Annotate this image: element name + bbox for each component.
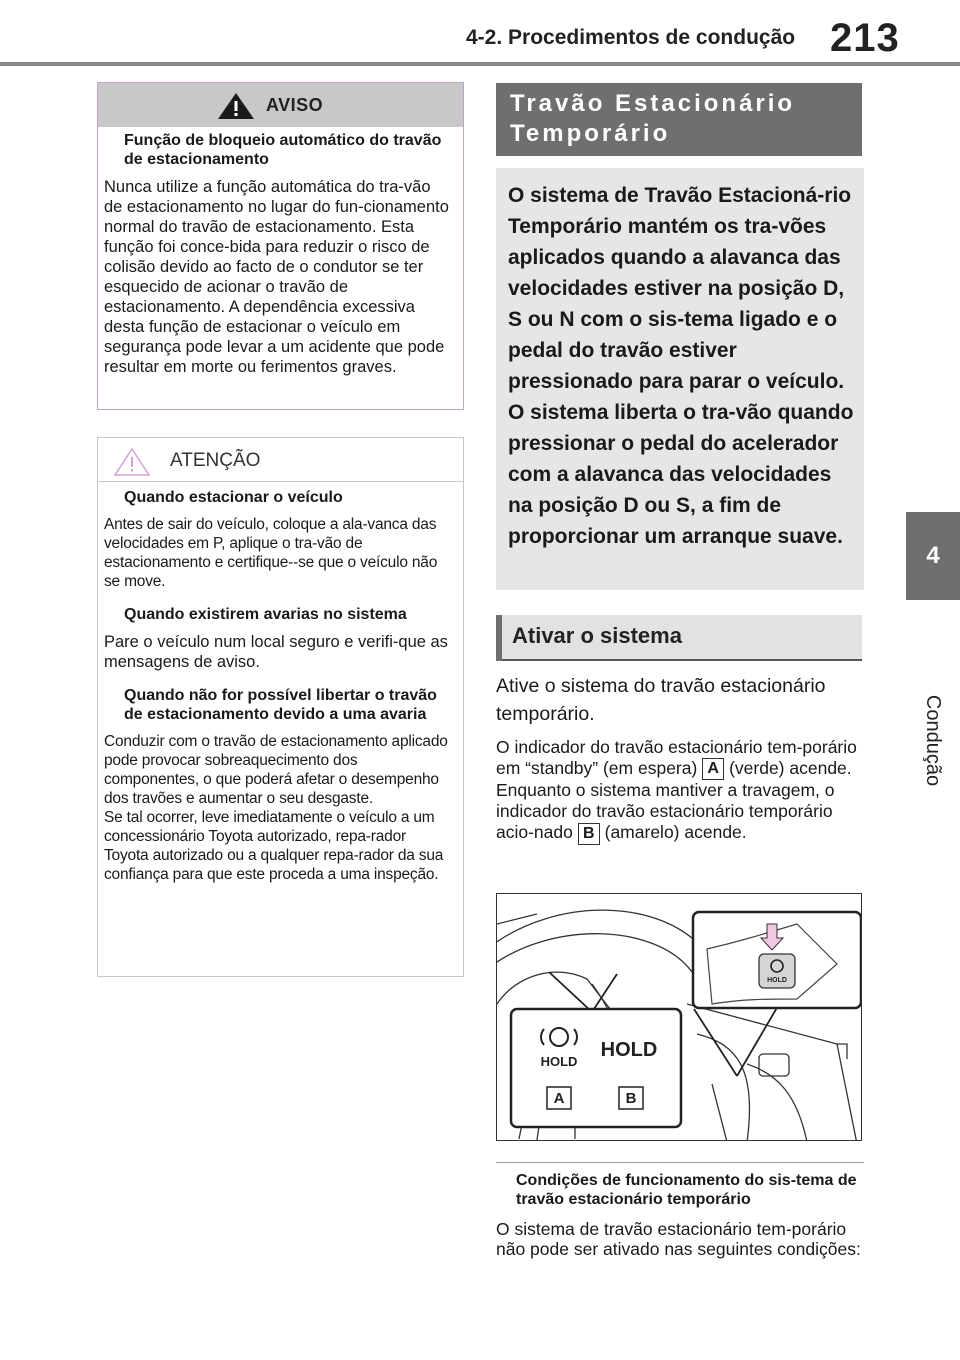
indicator-text-3: (amarelo) acende. bbox=[604, 822, 747, 843]
figure-label-b: B bbox=[625, 1090, 637, 1107]
intro-box bbox=[496, 168, 864, 590]
subsection-heading bbox=[496, 615, 862, 661]
caution-label: ATENÇÃO bbox=[170, 450, 261, 471]
hold-button-label: HOLD bbox=[767, 977, 787, 984]
indicator-paragraph bbox=[496, 737, 866, 845]
warning-subheading: Função de bloqueio automático do travão de estacionamento bbox=[124, 132, 442, 168]
figure-label-a: A bbox=[553, 1090, 565, 1107]
warning-label: AVISO bbox=[266, 95, 324, 115]
indicator-b-badge: B bbox=[578, 823, 600, 845]
chapter-number: 4 bbox=[926, 542, 940, 569]
activate-text: Ative o sistema do travão estacionário temporário. bbox=[496, 675, 826, 725]
section-heading: Travão Estacionário Temporário bbox=[496, 83, 862, 156]
conditions-subheading: Condições de funcionamento do sis-tema de travão estacionário temporário bbox=[496, 1162, 864, 1209]
dashboard-illustration bbox=[496, 893, 862, 1141]
caution-header bbox=[98, 438, 463, 482]
caution-triangle-icon bbox=[112, 446, 152, 478]
caution-box bbox=[97, 437, 464, 977]
header-rule bbox=[0, 62, 960, 66]
dashboard-drawing bbox=[497, 894, 862, 1141]
chapter-label-wrap bbox=[898, 660, 960, 820]
indicator-text-2: (verde) acende. Enquanto o sistema mantiver a travagem, o indicador do travão estacionário temporário acio-nado bbox=[496, 758, 852, 843]
caution-text-1: Antes de sair do veículo, coloque a ala-vanca das velocidades em P, aplique o tra-vão de estacionamento e certifique--se que o veículo não se move. bbox=[104, 516, 438, 590]
subsection-title: Ativar o sistema bbox=[512, 623, 682, 648]
caution-text-2: Pare o veículo num local seguro e verifi-que as mensagens de aviso. bbox=[104, 633, 448, 671]
chapter-tab bbox=[906, 512, 960, 600]
caution-subheading-2: Quando existirem avarias no sistema bbox=[124, 606, 407, 623]
chapter-label: Condução bbox=[922, 694, 945, 786]
caution-text-3: Conduzir com o travão de estacionamento aplicado pode provocar sobreaquecimento dos componentes, o que poderá afetar o desempenho dos travões e aumentar o seu desgaste. Se tal ocorrer, leve imediatamente o veículo a um concessionário Toyota autorizado, repa-rador Toyota autorizado ou a qualquer repa-rador da sua confiança para que este proceda a uma inspeção. bbox=[104, 733, 448, 883]
page-number: 213 bbox=[830, 16, 900, 60]
subsection-bar bbox=[496, 615, 502, 661]
warning-box bbox=[97, 82, 464, 410]
conditions-text: O sistema de travão estacionário tem-porário não pode ser ativado nas seguintes condições: bbox=[496, 1219, 861, 1259]
caution-subheading-1: Quando estacionar o veículo bbox=[124, 489, 343, 506]
caution-subheading-3: Quando não for possível libertar o travão de estacionamento devido a uma avaria bbox=[124, 687, 437, 723]
indicator-a-badge: A bbox=[702, 758, 724, 780]
intro-text: O sistema de Travão Estacioná-rio Temporário mantém os tra-vões aplicados quando a alavanca das velocidades estiver na posição D, S ou N com o sis-tema ligado e o pedal do travão estiver pressionado para parar o veículo. O sistema liberta o tra-vão quando pressionar o pedal do acelerador com a alavanca das velocidades na posição D ou S, a fim de proporcionar um arranque suave. bbox=[508, 184, 854, 548]
indicator-text-1: O indicador do travão estacionário tem-porário em “standby” (em espera) bbox=[496, 737, 857, 778]
warning-text: Nunca utilize a função automática do tra-vão de estacionamento no lugar do fun-cionamento normal do travão de estacionamento. Esta função foi conce-bida para reduzir o risco de colisão devido ao facto de o condutor se ter esquecido de acionar o travão de estacionamento. A dependência excessiva desta função de estacionar o veículo em segurança pode levar a um acidente que pode resultar em morte ou ferimentos graves. bbox=[104, 178, 449, 376]
warning-triangle-icon bbox=[216, 91, 256, 121]
section-title: 4-2. Procedimentos de condução bbox=[466, 26, 796, 49]
hold-icon-label: HOLD bbox=[540, 1054, 578, 1069]
hold-text-label: HOLD bbox=[600, 1039, 658, 1061]
warning-header bbox=[98, 83, 463, 127]
